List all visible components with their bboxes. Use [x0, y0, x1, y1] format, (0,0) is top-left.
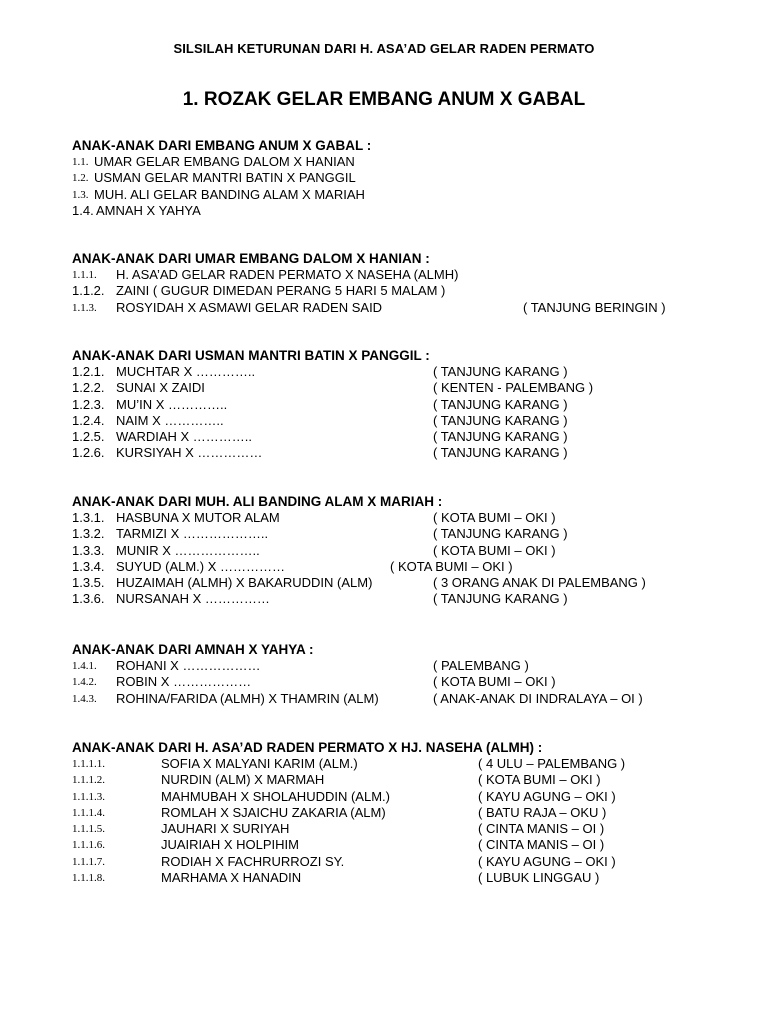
list-item [72, 413, 712, 429]
list-item [72, 170, 712, 186]
list-item [72, 789, 712, 805]
section-heading: ANAK-ANAK DARI MUH. ALI BANDING ALAM X MARIAH : [72, 494, 443, 509]
item-number: 1.3.4. [72, 558, 105, 574]
item-number: 1.2. [72, 172, 89, 185]
item-number: 1.2.6. [72, 445, 105, 461]
item-text: NAIM X ………….. [116, 412, 224, 428]
item-place: ( KOTA BUMI – OKI ) [433, 674, 556, 690]
item-text: ZAINI ( GUGUR DIMEDAN PERANG 5 HARI 5 MALAM ) [116, 283, 446, 299]
list-item [72, 821, 712, 837]
item-number: 1.1.1.1. [72, 758, 105, 770]
item-number: 1.1.1.5. [72, 823, 105, 836]
section-children-amnah [72, 641, 712, 707]
item-number: 1.1.1.4. [72, 806, 105, 819]
section-children-embang-anum [72, 137, 712, 219]
item-place: ( TANJUNG KARANG ) [433, 591, 568, 607]
item-text: JUAIRIAH X HOLPIHIM [161, 837, 299, 853]
list-item [72, 397, 712, 413]
item-number: 1.1. [72, 156, 89, 168]
item-text: ROMLAH X SJAICHU ZAKARIA (ALM) [161, 804, 386, 820]
item-text: ROHINA/FARIDA (ALMH) X THAMRIN (ALM) [116, 690, 379, 706]
list-item [72, 591, 712, 607]
item-text: MAHMUBAH X SHOLAHUDDIN (ALM.) [161, 788, 390, 804]
item-text: ROSYIDAH X ASMAWI GELAR RADEN SAID [116, 299, 383, 315]
item-place: ( KOTA BUMI – OKI ) [390, 558, 513, 574]
list-item [72, 364, 712, 380]
item-text: ROBIN X ……………… [116, 674, 252, 690]
list-item [72, 526, 712, 542]
item-place: ( TANJUNG KARANG ) [433, 445, 568, 461]
list-item [72, 674, 712, 690]
item-place: ( 3 ORANG ANAK DI PALEMBANG ) [433, 575, 646, 591]
item-place: ( TANJUNG KARANG ) [433, 412, 568, 428]
section-heading: ANAK-ANAK DARI UMAR EMBANG DALOM X HANIAN : [72, 251, 430, 266]
document-title: SILSILAH KETURUNAN DARI H. ASA’AD GELAR RADEN PERMATO [173, 41, 595, 56]
section-children-umar [72, 250, 712, 316]
item-number: 1.2.4. [72, 412, 105, 428]
item-text: AMNAH X YAHYA [96, 202, 201, 218]
item-place: ( TANJUNG KARANG ) [433, 396, 568, 412]
item-text: SOFIA X MALYANI KARIM (ALM.) [161, 756, 358, 771]
list-item [72, 837, 712, 853]
item-number: 1.1.2. [72, 283, 105, 299]
item-place: ( KOTA BUMI – OKI ) [433, 542, 556, 558]
item-place: ( TANJUNG KARANG ) [433, 364, 568, 379]
item-place: ( ANAK-ANAK DI INDRALAYA – OI ) [433, 690, 643, 706]
list-item [72, 691, 712, 707]
item-number: 1.3. [72, 188, 89, 201]
section-heading: ANAK-ANAK DARI H. ASA’AD RADEN PERMATO X HJ. NASEHA (ALMH) : [72, 740, 543, 755]
list-item [72, 543, 712, 559]
item-number: 1.1.1. [72, 269, 97, 281]
section-heading: ANAK-ANAK DARI AMNAH X YAHYA : [72, 642, 314, 657]
item-number: 1.3.2. [72, 526, 105, 542]
item-text: WARDIAH X ………….. [116, 429, 253, 445]
list-item [72, 559, 712, 575]
section-heading: ANAK-ANAK DARI EMBANG ANUM X GABAL : [72, 138, 372, 153]
list-item [72, 805, 712, 821]
item-number: 1.3.3. [72, 542, 105, 558]
item-text: TARMIZI X ……………….. [116, 526, 269, 542]
item-place: ( CINTA MANIS – OI ) [478, 837, 605, 853]
item-text: MUCHTAR X ………….. [116, 364, 256, 379]
item-number: 1.4.3. [72, 692, 97, 705]
item-number: 1.2.1. [72, 364, 105, 379]
section-heading: ANAK-ANAK DARI USMAN MANTRI BATIN X PANGGIL : [72, 348, 430, 363]
section-children-usman [72, 347, 712, 462]
item-text: ROHANI X ……………… [116, 658, 261, 673]
item-number: 1.3.1. [72, 510, 105, 525]
list-item [72, 154, 712, 170]
item-number: 1.1.3. [72, 301, 97, 314]
list-item [72, 380, 712, 396]
item-place: ( TANJUNG KARANG ) [433, 429, 568, 445]
item-text: USMAN GELAR MANTRI BATIN X PANGGIL [94, 170, 356, 186]
item-text: MU’IN X ………….. [116, 396, 228, 412]
item-text: UMAR GELAR EMBANG DALOM X HANIAN [94, 154, 355, 169]
item-place: ( KENTEN - PALEMBANG ) [433, 380, 594, 396]
item-place: ( KAYU AGUNG – OKI ) [478, 853, 616, 869]
item-place: ( KAYU AGUNG – OKI ) [478, 788, 616, 804]
item-text: NURDIN (ALM) X MARMAH [161, 772, 325, 788]
item-text: HASBUNA X MUTOR ALAM [116, 510, 280, 525]
list-item [72, 445, 712, 461]
item-place: ( CINTA MANIS – OI ) [478, 821, 605, 837]
section-children-h-asaad [72, 739, 712, 886]
item-number: 1.3.5. [72, 575, 105, 591]
item-number: 1.1.1.6. [72, 839, 105, 852]
item-number: 1.2.5. [72, 429, 105, 445]
item-text: KURSIYAH X …………… [116, 445, 263, 461]
item-text: MARHAMA X HANADIN [161, 870, 302, 886]
item-text: SUNAI X ZAIDI [116, 380, 205, 396]
item-number: 1.1.1.3. [72, 790, 105, 803]
main-title: 1. ROZAK GELAR EMBANG ANUM X GABAL [182, 89, 586, 110]
item-number: 1.2.3. [72, 396, 105, 412]
item-number: 1.1.1.2. [72, 774, 105, 787]
item-place: ( BATU RAJA – OKU ) [478, 804, 607, 820]
item-place: ( PALEMBANG ) [433, 658, 529, 673]
item-text: RODIAH X FACHRURROZI SY. [161, 853, 345, 869]
list-item [72, 187, 712, 203]
item-number: 1.1.1.8. [72, 872, 105, 885]
list-item [72, 870, 712, 886]
list-item [72, 300, 712, 316]
item-text: JAUHARI X SURIYAH [161, 821, 290, 837]
list-item [72, 203, 712, 219]
item-place: ( LUBUK LINGGAU ) [478, 870, 600, 886]
item-place: ( KOTA BUMI – OKI ) [478, 772, 601, 788]
list-item [72, 575, 712, 591]
list-item [72, 429, 712, 445]
item-number: 1.2.2. [72, 380, 105, 396]
item-text: SUYUD (ALM.) X …………… [116, 558, 286, 574]
item-number: 1.1.1.7. [72, 855, 105, 868]
list-item [72, 510, 712, 526]
list-item [72, 658, 712, 674]
item-place: ( 4 ULU – PALEMBANG ) [478, 756, 626, 771]
list-item [72, 854, 712, 870]
item-number: 1.4.1. [72, 660, 97, 672]
item-number: 1.3.6. [72, 591, 105, 607]
item-place: ( KOTA BUMI – OKI ) [433, 510, 556, 525]
list-item [72, 283, 712, 299]
list-item [72, 772, 712, 788]
list-item [72, 267, 712, 283]
item-number: 1.4. [72, 202, 94, 218]
item-text: HUZAIMAH (ALMH) X BAKARUDDIN (ALM) [116, 575, 373, 591]
item-text: NURSANAH X …………… [116, 591, 270, 607]
item-text: MUH. ALI GELAR BANDING ALAM X MARIAH [94, 186, 365, 202]
item-number: 1.4.2. [72, 676, 97, 689]
item-place: ( TANJUNG BERINGIN ) [523, 299, 666, 315]
item-text: H. ASA’AD GELAR RADEN PERMATO X NASEHA (ALMH) [116, 267, 459, 282]
item-text: MUNIR X ……………….. [116, 542, 260, 558]
item-place: ( TANJUNG KARANG ) [433, 526, 568, 542]
section-children-muh-ali [72, 493, 712, 608]
list-item [72, 756, 712, 772]
